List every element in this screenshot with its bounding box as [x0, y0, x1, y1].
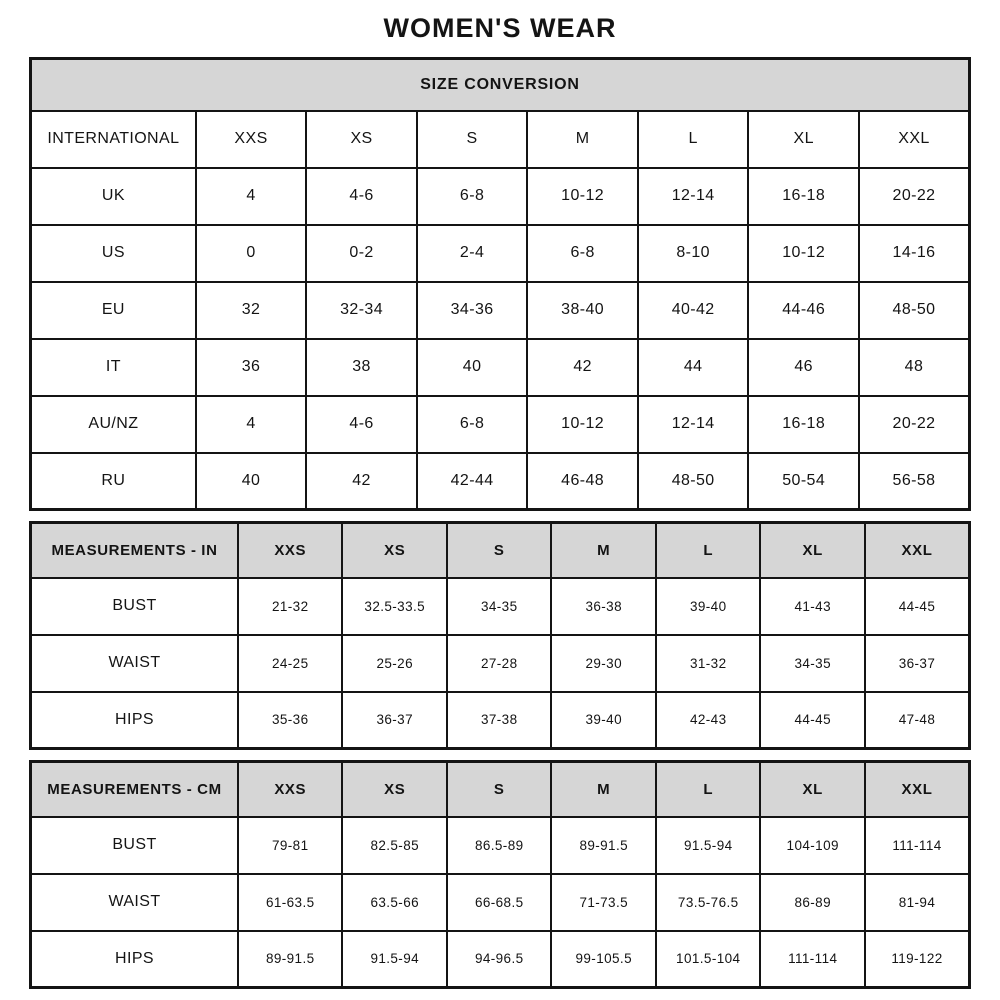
- size-header-cell: XXL: [865, 762, 970, 817]
- size-header-row: [31, 523, 970, 578]
- data-row: [31, 225, 970, 282]
- row-label-cell: IT: [31, 339, 196, 396]
- value-cell: 14-16: [859, 225, 970, 282]
- value-cell: 66-68.5: [447, 874, 552, 931]
- value-cell: 61-63.5: [238, 874, 343, 931]
- value-cell: 44-46: [748, 282, 859, 339]
- value-cell: 39-40: [656, 578, 761, 635]
- value-cell: 25-26: [342, 635, 447, 692]
- measurements-cm-body: [31, 762, 970, 988]
- value-cell: 29-30: [551, 635, 656, 692]
- value-cell: 48-50: [859, 282, 970, 339]
- value-cell: 36-37: [342, 692, 447, 749]
- row-label-cell: RU: [31, 453, 196, 510]
- value-cell: 89-91.5: [238, 931, 343, 988]
- data-row: [31, 931, 970, 988]
- value-cell: 81-94: [865, 874, 970, 931]
- value-cell: 42: [527, 339, 638, 396]
- data-row: [31, 339, 970, 396]
- size-header-cell: S: [417, 111, 528, 168]
- value-cell: 24-25: [238, 635, 343, 692]
- value-cell: 4: [196, 168, 307, 225]
- value-cell: 10-12: [527, 168, 638, 225]
- table-banner: SIZE CONVERSION: [31, 59, 970, 111]
- row-label-cell: HIPS: [31, 931, 238, 988]
- value-cell: 6-8: [527, 225, 638, 282]
- data-row: [31, 817, 970, 874]
- size-header-cell: XL: [760, 523, 865, 578]
- value-cell: 0: [196, 225, 307, 282]
- size-header-cell: M: [551, 523, 656, 578]
- value-cell: 16-18: [748, 396, 859, 453]
- value-cell: 73.5-76.5: [656, 874, 761, 931]
- value-cell: 20-22: [859, 396, 970, 453]
- row-label-cell: AU/NZ: [31, 396, 196, 453]
- value-cell: 40-42: [638, 282, 749, 339]
- value-cell: 44-45: [865, 578, 970, 635]
- value-cell: 91.5-94: [342, 931, 447, 988]
- row-header-cell: MEASUREMENTS - CM: [31, 762, 238, 817]
- measurements-cm-table: [29, 760, 971, 989]
- value-cell: 35-36: [238, 692, 343, 749]
- value-cell: 119-122: [865, 931, 970, 988]
- value-cell: 104-109: [760, 817, 865, 874]
- value-cell: 6-8: [417, 396, 528, 453]
- data-row: [31, 396, 970, 453]
- value-cell: 42: [306, 453, 417, 510]
- value-cell: 40: [196, 453, 307, 510]
- value-cell: 101.5-104: [656, 931, 761, 988]
- value-cell: 4-6: [306, 168, 417, 225]
- size-header-cell: L: [656, 762, 761, 817]
- data-row: [31, 282, 970, 339]
- value-cell: 79-81: [238, 817, 343, 874]
- value-cell: 6-8: [417, 168, 528, 225]
- value-cell: 89-91.5: [551, 817, 656, 874]
- value-cell: 50-54: [748, 453, 859, 510]
- row-label-cell: BUST: [31, 578, 238, 635]
- value-cell: 10-12: [527, 396, 638, 453]
- value-cell: 71-73.5: [551, 874, 656, 931]
- row-header-cell: MEASUREMENTS - IN: [31, 523, 238, 578]
- value-cell: 82.5-85: [342, 817, 447, 874]
- size-header-row: [31, 111, 970, 168]
- size-header-cell: L: [656, 523, 761, 578]
- value-cell: 32-34: [306, 282, 417, 339]
- value-cell: 4-6: [306, 396, 417, 453]
- value-cell: 2-4: [417, 225, 528, 282]
- row-label-cell: UK: [31, 168, 196, 225]
- value-cell: 39-40: [551, 692, 656, 749]
- value-cell: 32: [196, 282, 307, 339]
- value-cell: 63.5-66: [342, 874, 447, 931]
- measurements-in-body: [31, 523, 970, 749]
- value-cell: 0-2: [306, 225, 417, 282]
- row-label-cell: HIPS: [31, 692, 238, 749]
- value-cell: 48-50: [638, 453, 749, 510]
- value-cell: 34-35: [760, 635, 865, 692]
- value-cell: 38-40: [527, 282, 638, 339]
- value-cell: 94-96.5: [447, 931, 552, 988]
- value-cell: 99-105.5: [551, 931, 656, 988]
- row-label-cell: EU: [31, 282, 196, 339]
- value-cell: 38: [306, 339, 417, 396]
- value-cell: 42-44: [417, 453, 528, 510]
- size-header-cell: M: [527, 111, 638, 168]
- value-cell: 10-12: [748, 225, 859, 282]
- value-cell: 37-38: [447, 692, 552, 749]
- value-cell: 48: [859, 339, 970, 396]
- value-cell: 111-114: [865, 817, 970, 874]
- row-label-cell: US: [31, 225, 196, 282]
- value-cell: 12-14: [638, 396, 749, 453]
- size-header-cell: M: [551, 762, 656, 817]
- value-cell: 56-58: [859, 453, 970, 510]
- value-cell: 40: [417, 339, 528, 396]
- measurements-in-table: [29, 521, 971, 750]
- value-cell: 46: [748, 339, 859, 396]
- data-row: [31, 635, 970, 692]
- value-cell: 36-37: [865, 635, 970, 692]
- row-label-cell: WAIST: [31, 874, 238, 931]
- size-conversion-body: [31, 59, 970, 510]
- data-row: [31, 168, 970, 225]
- size-header-cell: XXS: [238, 762, 343, 817]
- value-cell: 21-32: [238, 578, 343, 635]
- row-label-cell: WAIST: [31, 635, 238, 692]
- page-title: WOMEN'S WEAR: [383, 13, 617, 43]
- row-header-cell: INTERNATIONAL: [31, 111, 196, 168]
- size-conversion-table: [29, 57, 971, 511]
- size-header-cell: XS: [342, 523, 447, 578]
- size-header-cell: XS: [342, 762, 447, 817]
- size-header-cell: XL: [748, 111, 859, 168]
- value-cell: 8-10: [638, 225, 749, 282]
- data-row: [31, 874, 970, 931]
- size-header-cell: XXS: [238, 523, 343, 578]
- value-cell: 34-36: [417, 282, 528, 339]
- value-cell: 27-28: [447, 635, 552, 692]
- size-header-row: [31, 762, 970, 817]
- value-cell: 47-48: [865, 692, 970, 749]
- value-cell: 44-45: [760, 692, 865, 749]
- value-cell: 34-35: [447, 578, 552, 635]
- value-cell: 44: [638, 339, 749, 396]
- value-cell: 86.5-89: [447, 817, 552, 874]
- data-row: [31, 578, 970, 635]
- value-cell: 41-43: [760, 578, 865, 635]
- size-header-cell: XXL: [859, 111, 970, 168]
- size-header-cell: XS: [306, 111, 417, 168]
- value-cell: 36-38: [551, 578, 656, 635]
- value-cell: 31-32: [656, 635, 761, 692]
- size-header-cell: XXL: [865, 523, 970, 578]
- value-cell: 91.5-94: [656, 817, 761, 874]
- data-row: [31, 453, 970, 510]
- value-cell: 42-43: [656, 692, 761, 749]
- value-cell: 32.5-33.5: [342, 578, 447, 635]
- size-header-cell: S: [447, 762, 552, 817]
- value-cell: 86-89: [760, 874, 865, 931]
- banner-row: [31, 59, 970, 111]
- value-cell: 16-18: [748, 168, 859, 225]
- value-cell: 12-14: [638, 168, 749, 225]
- size-header-cell: XL: [760, 762, 865, 817]
- value-cell: 46-48: [527, 453, 638, 510]
- value-cell: 111-114: [760, 931, 865, 988]
- size-header-cell: L: [638, 111, 749, 168]
- size-header-cell: XXS: [196, 111, 307, 168]
- value-cell: 20-22: [859, 168, 970, 225]
- value-cell: 36: [196, 339, 307, 396]
- data-row: [31, 692, 970, 749]
- size-header-cell: S: [447, 523, 552, 578]
- value-cell: 4: [196, 396, 307, 453]
- row-label-cell: BUST: [31, 817, 238, 874]
